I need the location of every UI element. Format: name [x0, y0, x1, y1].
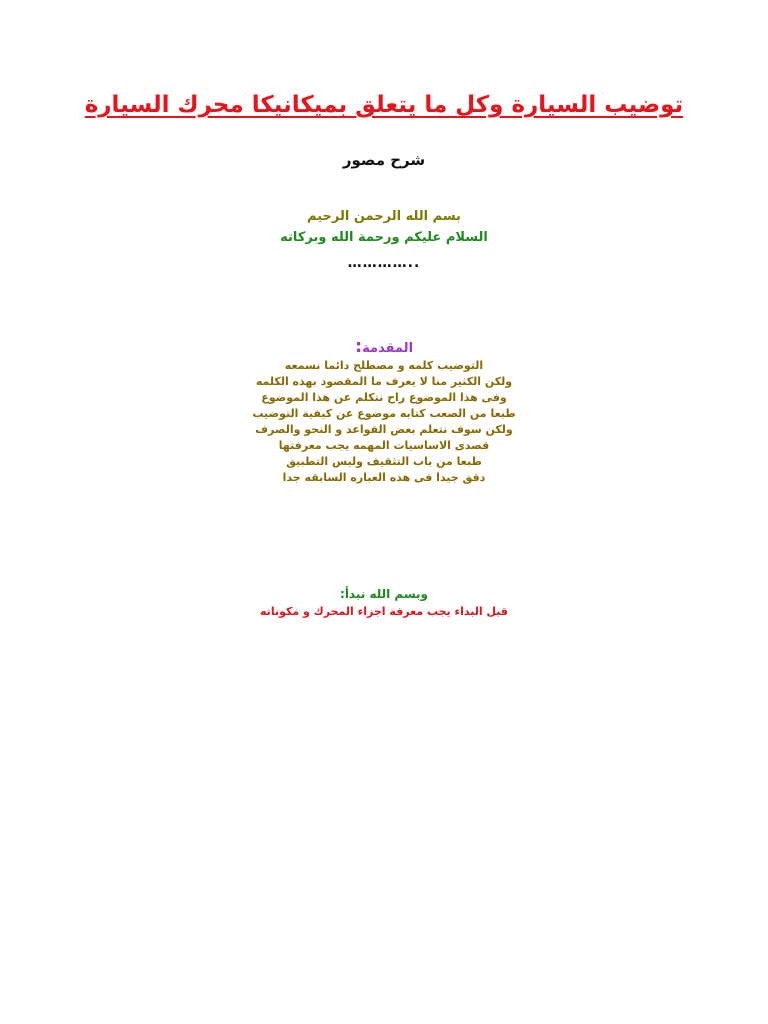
intro-line: طبعا من باب التثقيف وليس التطبيق	[286, 455, 482, 468]
intro-heading-colon: :	[354, 336, 363, 357]
intro-line: ولكن الكثير منا لا يعرف ما المقصود بهذه الكلمه	[255, 375, 513, 388]
intro-heading	[0, 336, 768, 360]
intro-line: وفى هذا الموضوع راح نتكلم عن هذا الموضوع	[261, 391, 507, 404]
start-heading-colon: :	[340, 587, 345, 601]
ellipsis-separator: …………..	[347, 255, 421, 271]
intro-line: دقق جيدا فى هذه العباره السابقه جدا	[282, 471, 486, 484]
start-heading-text: وبسم الله نبدأ	[344, 587, 428, 601]
greeting-line: السلام عليكم ورحمة الله وبركاته	[280, 230, 488, 245]
start-heading	[0, 584, 768, 604]
intro-line: طبعا من الصعب كتابه موضوع عن كيفية التوضيب	[252, 407, 516, 420]
intro-line: قصدى الاساسيات المهمه يجب معرفتها	[278, 439, 490, 452]
intro-line: التوضيب كلمه و مصطلح دائما نسمعه	[284, 359, 484, 372]
basmala-line: بسم الله الرحمن الرحيم	[307, 209, 461, 224]
intro-line: ولكن سوف نتعلم بعض القواعد و النحو والصرف	[255, 423, 513, 436]
document-title: توضيب السيارة وكل ما يتعلق بميكانيكا محرك السيارة	[84, 92, 684, 118]
start-line: قبل البداء يجب معرفة اجزاء المحرك و مكوناته	[260, 605, 508, 618]
intro-heading-text: المقدمة	[362, 341, 414, 356]
document-subtitle: شرح مصور	[342, 151, 426, 169]
